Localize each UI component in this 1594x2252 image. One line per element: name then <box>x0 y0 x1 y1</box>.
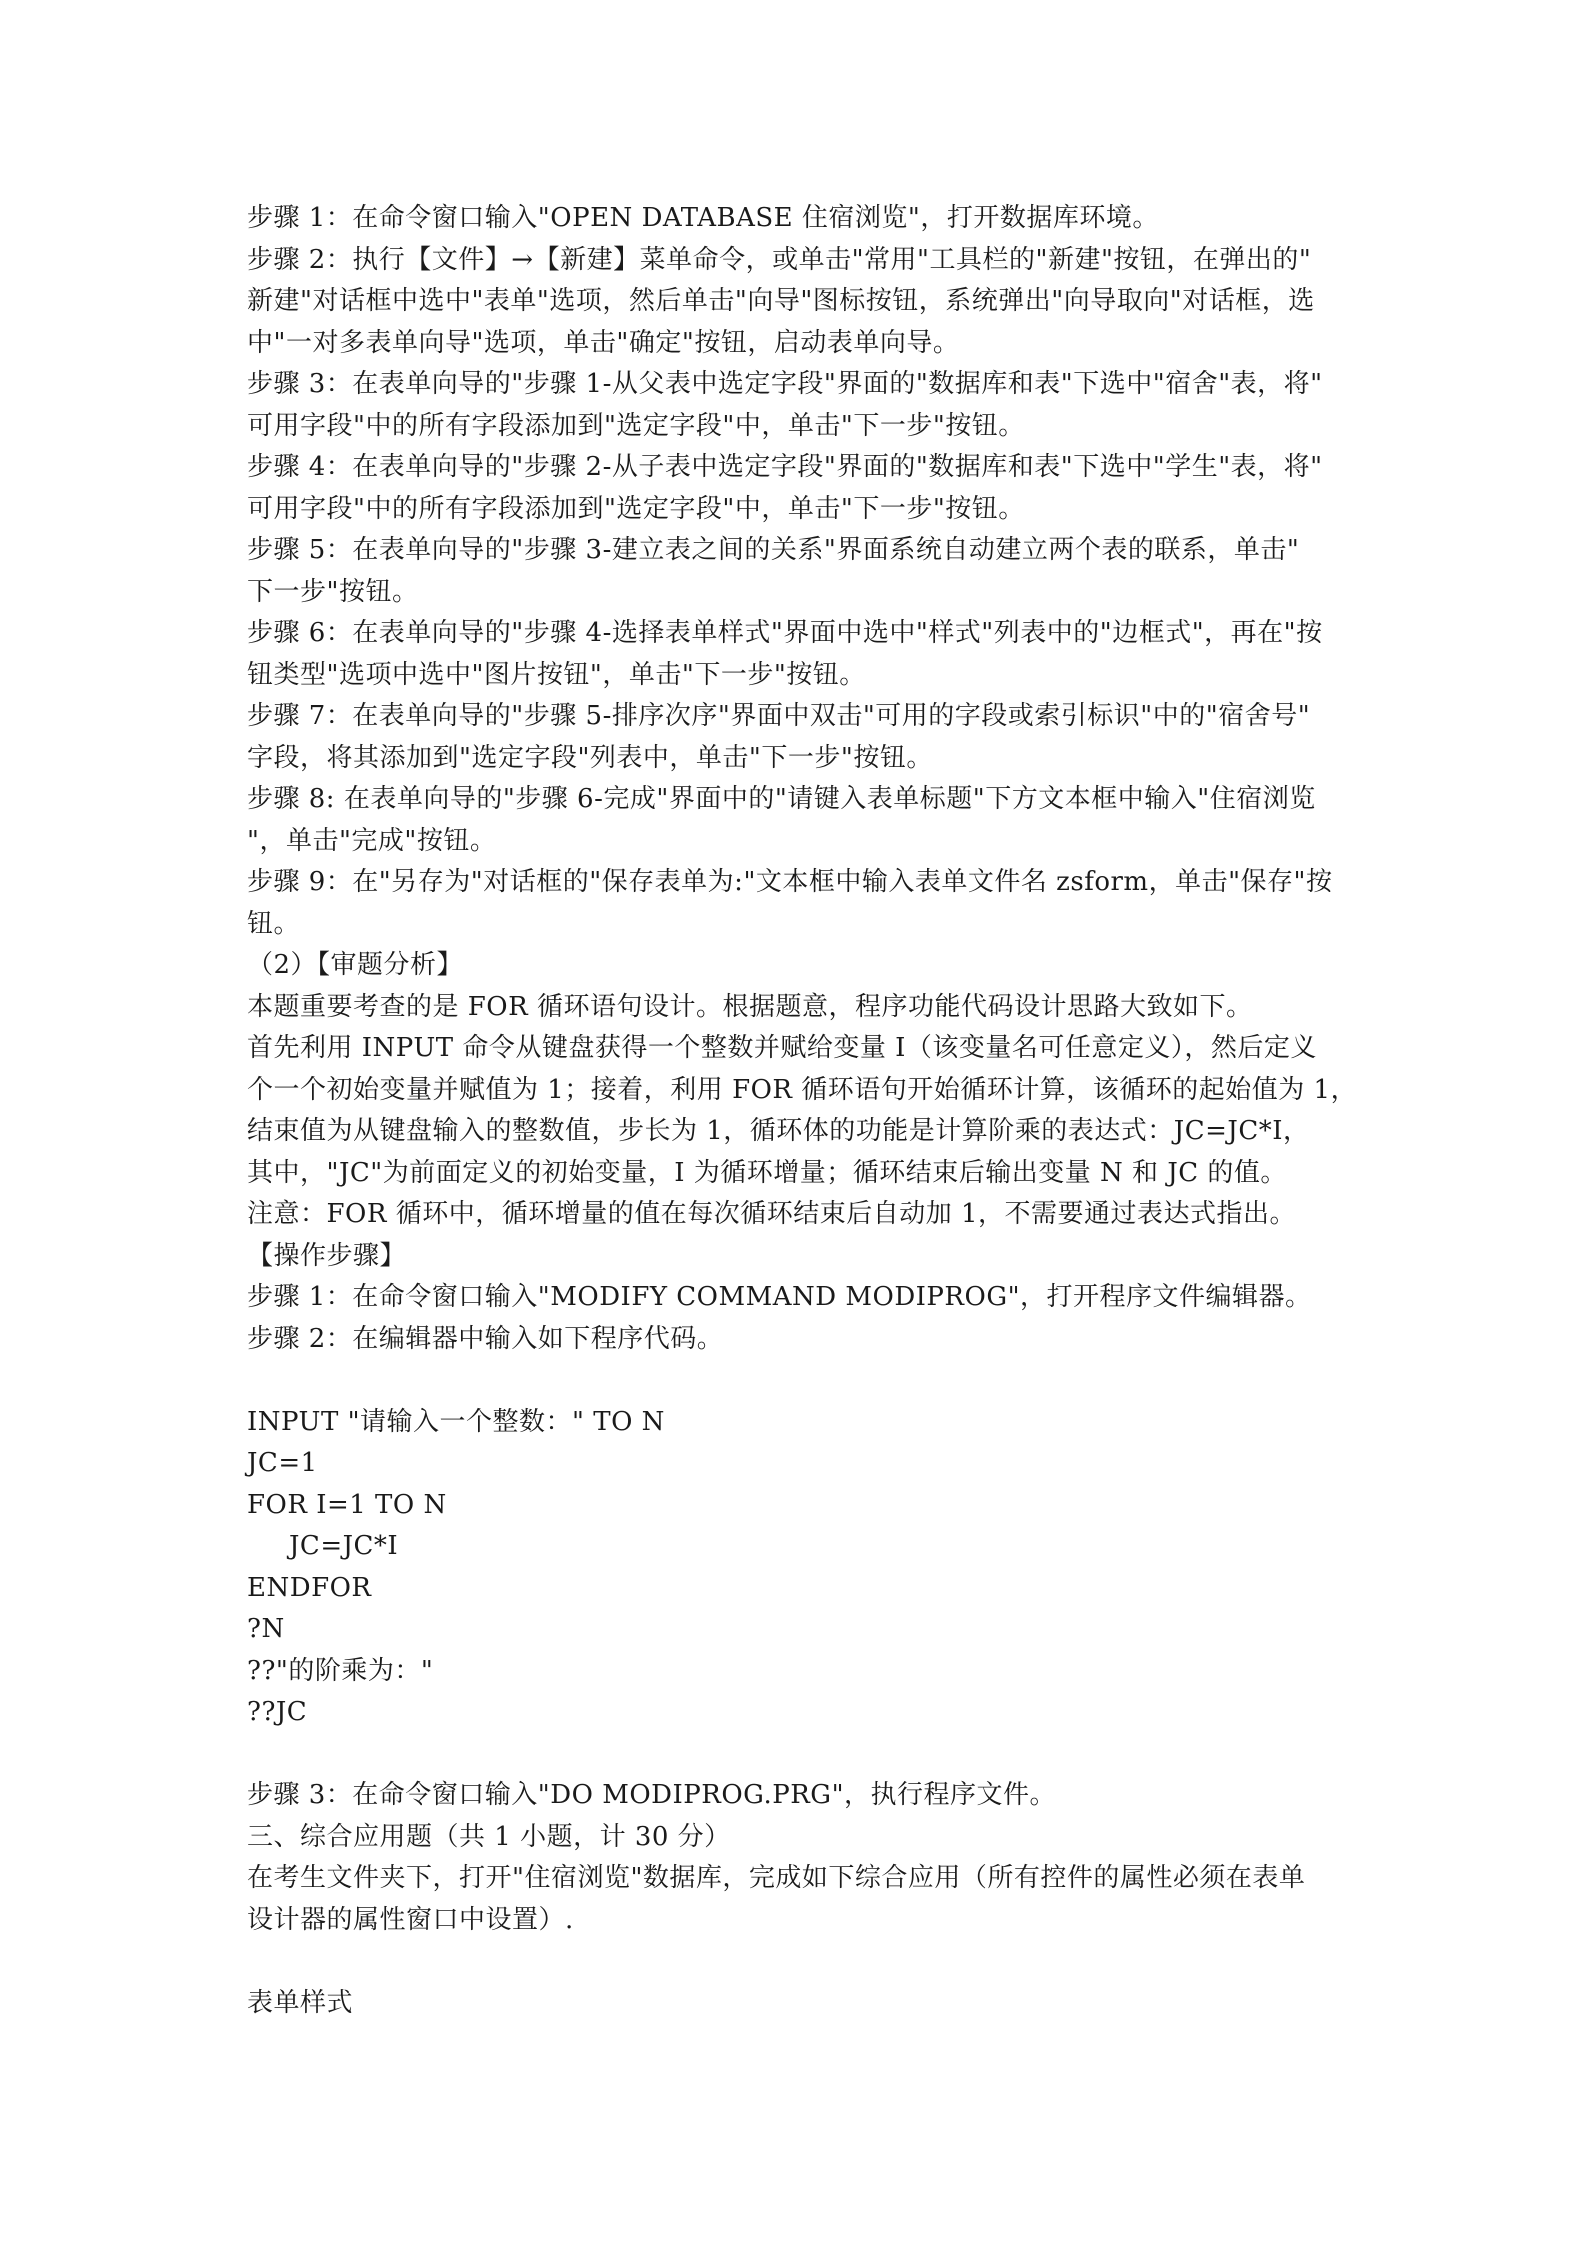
text-line: 其中，"JC"为前面定义的初始变量，I 为循环增量；循环结束后输出变量 N 和 JC 的值。 <box>247 1157 1287 1188</box>
form-style-label: 表单样式 <box>247 1987 354 2018</box>
text-line: 步骤 7：在表单向导的"步骤 5-排序次序"界面中双击"可用的字段或索引标识"中的"宿舍号" <box>247 701 1311 731</box>
code-line: FOR I=1 TO N <box>247 1489 447 1520</box>
text-line: 结束值为从键盘输入的整数值，步长为 1，循环体的功能是计算阶乘的表达式：JC=JC*I， <box>247 1116 1310 1146</box>
text-line: 步骤 6：在表单向导的"步骤 4-选择表单样式"界面中选中"样式"列表中的"边框式"，再在"按 <box>247 618 1323 648</box>
step-9 <box>247 862 1357 945</box>
text-line: 注意：FOR 循环中，循环增量的值在每次循环结束后自动加 1，不需要通过表达式指出。 <box>247 1199 1297 1229</box>
text-line: 本题重要考查的是 FOR 循环语句设计。根据题意，程序功能代码设计思路大致如下。 <box>247 991 1253 1022</box>
analysis-section <box>247 945 1357 1236</box>
text-line: 可用字段"中的所有字段添加到"选定字段"中，单击"下一步"按钮。 <box>247 410 1025 441</box>
operation-step-3: 步骤 3：在命令窗口输入"DO MODIPROG.PRG"，执行程序文件。 <box>247 1780 1057 1810</box>
step-1 <box>247 198 1357 240</box>
text-line: 步骤 2：执行【文件】→【新建】菜单命令，或单击"常用"工具栏的"新建"按钮，在弹出的" <box>247 244 1312 275</box>
code-line: INPUT "请输入一个整数：" TO N <box>247 1406 665 1437</box>
step-7 <box>247 696 1357 779</box>
step-6 <box>247 613 1357 696</box>
spacer <box>247 1734 1357 1776</box>
code-line: ??JC <box>247 1697 308 1727</box>
text-line: 步骤 4：在表单向导的"步骤 2-从子表中选定字段"界面的"数据库和表"下选中"学生"表，将" <box>247 452 1323 482</box>
text-line: 新建"对话框中选中"表单"选项，然后单击"向导"图标按钮，系统弹出"向导取向"对话框，选 <box>247 286 1315 316</box>
after-code-section <box>247 1775 1357 2024</box>
code-block <box>247 1402 1357 1734</box>
text-line: 在考生文件夹下，打开"住宿浏览"数据库，完成如下综合应用（所有控件的属性必须在表单 <box>247 1863 1306 1893</box>
text-line: 钮。 <box>247 908 301 939</box>
text-line: 步骤 9：在"另存为"对话框的"保存表单为:"文本框中输入表单文件名 zsform，单击"保存"按 <box>247 867 1333 897</box>
operation-step-2: 步骤 2：在编辑器中输入如下程序代码。 <box>247 1323 724 1354</box>
step-4 <box>247 447 1357 530</box>
steps-section <box>247 198 1357 945</box>
text-line: 步骤 5：在表单向导的"步骤 3-建立表之间的关系"界面系统自动建立两个表的联系，单击" <box>247 535 1300 565</box>
text-line: 首先利用 INPUT 命令从键盘获得一个整数并赋给变量 I（该变量名可任意定义），然后定义 <box>247 1033 1317 1063</box>
code-line: JC=JC*I <box>289 1531 399 1561</box>
code-line: ??"的阶乘为：" <box>247 1655 434 1686</box>
operation-section <box>247 1236 1357 1361</box>
analysis-heading: （2）【审题分析】 <box>247 950 464 980</box>
operation-step-1: 步骤 1：在命令窗口输入"MODIFY COMMAND MODIPROG"，打开程序文件编辑器。 <box>247 1282 1312 1312</box>
text-line: 步骤 8: 在表单向导的"步骤 6-完成"界面中的"请键入表单标题"下方文本框中输入"住宿浏览 <box>247 784 1316 814</box>
text-line: "，单击"完成"按钮。 <box>247 825 497 856</box>
text-line: 中"一对多表单向导"选项，单击"确定"按钮，启动表单向导。 <box>247 327 960 358</box>
step-8 <box>247 779 1357 862</box>
text-line: 步骤 1：在命令窗口输入"OPEN DATABASE 住宿浏览"，打开数据库环境。 <box>247 203 1159 233</box>
text-line: 可用字段"中的所有字段添加到"选定字段"中，单击"下一步"按钮。 <box>247 493 1025 524</box>
text-line: 字段，将其添加到"选定字段"列表中，单击"下一步"按钮。 <box>247 742 933 773</box>
spacer <box>247 1941 1357 1983</box>
code-line: ?N <box>247 1614 285 1644</box>
text-line: 步骤 3：在表单向导的"步骤 1-从父表中选定字段"界面的"数据库和表"下选中"宿舍"表，将" <box>247 369 1323 399</box>
text-line: 钮类型"选项中选中"图片按钮"，单击"下一步"按钮。 <box>247 659 866 690</box>
operation-heading: 【操作步骤】 <box>247 1240 407 1271</box>
step-3 <box>247 364 1357 447</box>
code-line: JC=1 <box>247 1448 318 1478</box>
spacer <box>247 1360 1357 1402</box>
step-5 <box>247 530 1357 613</box>
code-line: ENDFOR <box>247 1572 372 1603</box>
document-page <box>247 198 1357 2024</box>
text-line: 设计器的属性窗口中设置）. <box>247 1904 574 1935</box>
text-line: 个一个初始变量并赋值为 1；接着，利用 FOR 循环语句开始循环计算，该循环的起始值为 1， <box>247 1074 1358 1105</box>
section-heading: 三、综合应用题（共 1 小题，计 30 分） <box>247 1821 731 1852</box>
step-2 <box>247 240 1357 365</box>
text-line: 下一步"按钮。 <box>247 576 419 607</box>
